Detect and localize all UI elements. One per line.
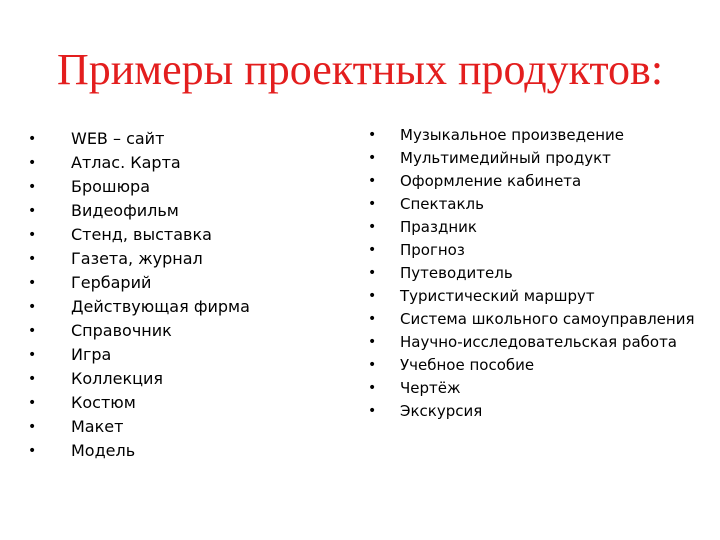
left-item-label: Справочник	[71, 321, 172, 340]
bullet-icon: •	[28, 251, 37, 267]
list-item	[28, 367, 328, 391]
right-item-label: Мультимедийный продукт	[400, 149, 611, 167]
list-item	[368, 333, 708, 352]
list-item	[28, 319, 328, 343]
list-item	[368, 218, 708, 237]
right-item-label: Научно-исследовательская работа	[400, 333, 678, 351]
right-item-label: Оформление кабинета	[400, 172, 582, 190]
bullet-icon: •	[28, 419, 37, 435]
left-item-label: Коллекция	[71, 369, 164, 388]
right-item-label: Прогноз	[400, 241, 465, 259]
bullet-icon: •	[28, 203, 37, 219]
list-item	[368, 402, 708, 421]
list-item	[368, 356, 708, 375]
bullet-icon: •	[28, 131, 37, 147]
left-item-label: Действующая фирма	[71, 297, 250, 316]
right-item-label: Чертёж	[400, 379, 461, 397]
bullet-icon: •	[368, 288, 377, 304]
right-item-label: Учебное пособие	[400, 356, 535, 374]
bullet-icon: •	[28, 371, 37, 387]
list-item	[28, 199, 328, 223]
right-item-label: Праздник	[400, 218, 477, 236]
list-item	[368, 195, 708, 214]
right-item-label: Музыкальное произведение	[400, 126, 624, 144]
left-item-label: Костюм	[71, 393, 136, 412]
list-item	[28, 343, 328, 367]
left-item-label: Гербарий	[71, 273, 152, 292]
list-item	[28, 247, 328, 271]
bullet-icon: •	[368, 380, 377, 396]
list-item	[368, 126, 708, 145]
right-item-label: Путеводитель	[400, 264, 513, 282]
list-item	[368, 310, 708, 329]
bullet-icon: •	[368, 311, 377, 327]
bullet-icon: •	[28, 227, 37, 243]
bullet-icon: •	[368, 173, 377, 189]
list-item	[368, 149, 708, 168]
product-list-left	[28, 127, 328, 463]
right-item-label: Экскурсия	[400, 402, 483, 420]
list-item	[28, 415, 328, 439]
left-item-label: Модель	[71, 441, 136, 460]
right-item-label: Система школьного самоуправления	[400, 310, 695, 328]
bullet-icon: •	[368, 196, 377, 212]
list-item	[368, 287, 708, 306]
right-item-label: Туристический маршрут	[400, 287, 595, 305]
left-item-label: Газета, журнал	[71, 249, 203, 268]
list-item	[28, 151, 328, 175]
list-item	[28, 439, 328, 463]
bullet-icon: •	[368, 357, 377, 373]
list-item	[368, 379, 708, 398]
bullet-icon: •	[28, 155, 37, 171]
bullet-icon: •	[368, 150, 377, 166]
bullet-icon: •	[28, 323, 37, 339]
bullet-icon: •	[368, 127, 377, 143]
bullet-icon: •	[368, 265, 377, 281]
list-item	[28, 271, 328, 295]
left-item-label: Видеофильм	[71, 201, 179, 220]
list-item	[28, 391, 328, 415]
bullet-icon: •	[368, 219, 377, 235]
list-item	[368, 264, 708, 283]
product-list-right	[368, 126, 708, 425]
left-item-label: Брошюра	[71, 177, 150, 196]
left-item-label: Макет	[71, 417, 124, 436]
bullet-icon: •	[28, 275, 37, 291]
list-item	[28, 127, 328, 151]
bullet-icon: •	[28, 179, 37, 195]
left-item-label: WEB – сайт	[71, 129, 165, 148]
bullet-icon: •	[28, 395, 37, 411]
left-item-label: Игра	[71, 345, 112, 364]
list-item	[28, 175, 328, 199]
bullet-icon: •	[28, 299, 37, 315]
list-item	[28, 295, 328, 319]
right-item-label: Спектакль	[400, 195, 484, 213]
list-item	[28, 223, 328, 247]
bullet-icon: •	[368, 334, 377, 350]
bullet-icon: •	[28, 443, 37, 459]
left-item-label: Стенд, выставка	[71, 225, 212, 244]
bullet-icon: •	[368, 403, 377, 419]
list-item	[368, 172, 708, 191]
left-item-label: Атлас. Карта	[71, 153, 181, 172]
list-item	[368, 241, 708, 260]
bullet-icon: •	[368, 242, 377, 258]
bullet-icon: •	[28, 347, 37, 363]
slide-title: Примеры проектных продуктов:	[56, 45, 664, 94]
